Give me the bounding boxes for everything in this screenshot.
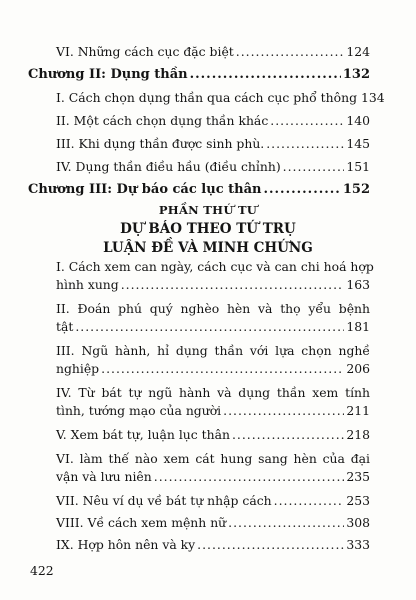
toc-item-label: vận và lưu niên	[56, 469, 152, 484]
dot-leader	[266, 136, 344, 152]
toc-chapter-label: Chương III: Dự báo các lục thân	[28, 182, 262, 197]
toc-item-label: tật	[56, 319, 74, 334]
dot-leader	[270, 113, 344, 129]
part-label: PHẦN THỨ TƯ	[158, 203, 258, 217]
toc-entry-page: 145	[346, 136, 370, 151]
dot-leader	[121, 277, 345, 293]
toc-entry-page: 151	[346, 159, 370, 174]
toc-item	[56, 361, 370, 377]
toc-item-label: V. Xem bát tự, luận lục thân	[56, 427, 230, 442]
toc-item-page: 333	[346, 537, 370, 552]
toc-entry-page: 124	[346, 44, 370, 59]
toc-item	[56, 319, 370, 335]
toc-item-line: IV. Từ bát tự ngũ hành và dụng thần xem tính	[56, 385, 370, 400]
dot-leader	[197, 537, 344, 553]
page-number: 422	[30, 563, 54, 578]
toc-chapter-label: Chương II: Dụng thần	[28, 67, 188, 82]
toc-entry-label: IV. Dụng thần điều hầu (điều chỉnh)	[56, 159, 281, 174]
toc-item-line: III. Ngũ hành, hỉ dụng thần với lựa chọn nghề	[56, 343, 370, 358]
toc-entry-page: 134	[361, 90, 385, 105]
toc-item	[56, 515, 370, 531]
toc-item	[56, 277, 370, 293]
toc-entry-page: 140	[346, 113, 370, 128]
toc-entry-label: III. Khi dụng thần được sinh phù.	[56, 136, 265, 151]
toc-chapter-page: 132	[342, 67, 370, 82]
dot-leader	[283, 159, 345, 175]
toc-item-label: IX. Hợp hôn nên và ky	[56, 537, 196, 552]
toc-item-page: 253	[346, 493, 370, 508]
dot-leader	[190, 67, 341, 83]
toc-item-page: 218	[346, 427, 370, 442]
dot-leader	[232, 427, 344, 443]
toc-item-line: I. Cách xem can ngày, cách cục và can chi hoá hợp	[56, 259, 374, 274]
dot-leader	[263, 182, 340, 198]
dot-leader	[236, 44, 345, 60]
toc-item	[56, 469, 370, 485]
toc-item-label: VIII. Về cách xem mệnh nữ	[56, 515, 227, 530]
toc-entry-label: I. Cách chọn dụng thần qua cách cục phổ thông	[56, 90, 358, 105]
toc-item	[56, 493, 370, 509]
dot-leader	[223, 403, 344, 419]
toc-item	[56, 537, 370, 553]
toc-item-page: 181	[346, 319, 370, 334]
toc-item-label: hình xung	[56, 277, 119, 292]
toc-entry	[56, 113, 370, 129]
dot-leader	[274, 493, 345, 509]
toc-item-line: II. Đoán phú quý nghèo hèn và thọ yểu bệnh	[56, 301, 370, 316]
dot-leader	[75, 319, 344, 335]
toc-entry	[56, 136, 370, 152]
toc-entry	[56, 159, 370, 175]
toc-item-page: 235	[346, 469, 370, 484]
toc-chapter-page: 152	[342, 182, 370, 197]
dot-leader	[154, 469, 345, 485]
toc-item-label: tình, tướng mạo của người	[56, 403, 222, 418]
dot-leader	[228, 515, 344, 531]
toc-item-page: 211	[346, 403, 370, 418]
toc-entry	[56, 44, 370, 60]
toc-item-page: 308	[346, 515, 370, 530]
part-title-line1: DỰ BÁO THEO TỨ TRỤ	[120, 221, 296, 237]
toc-chapter	[28, 67, 370, 83]
toc-item-page: 163	[346, 277, 370, 292]
dot-leader	[101, 361, 344, 377]
part-title-line2: LUẬN ĐỀ VÀ MINH CHỨNG	[103, 240, 313, 256]
toc-item-line: VI. làm thế nào xem cát hung sang hèn của đại	[56, 451, 370, 466]
toc-entry	[56, 90, 385, 106]
toc-chapter	[28, 182, 370, 198]
toc-item	[56, 427, 370, 443]
toc-item-page: 206	[346, 361, 370, 376]
toc-entry-label: VI. Những cách cục đặc biệt	[56, 44, 234, 59]
toc-item-label: VII. Nêu ví dụ về bát tự nhập cách	[56, 493, 272, 508]
toc-entry-label: II. Một cách chọn dụng thần khác	[56, 113, 269, 128]
toc-item-label: nghiệp	[56, 361, 100, 376]
toc-item	[56, 403, 370, 419]
